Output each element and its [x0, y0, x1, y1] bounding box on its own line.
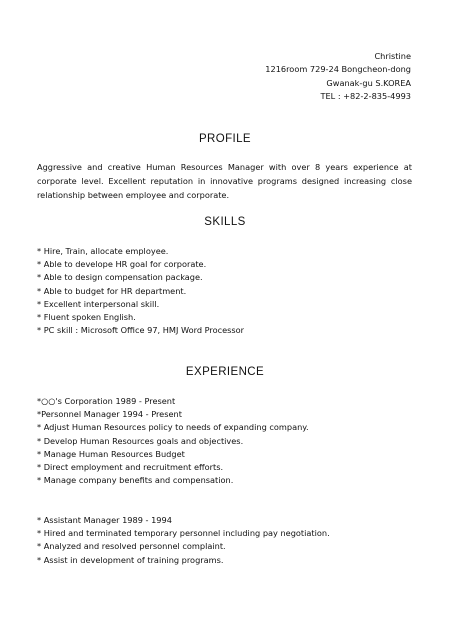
- skill-item: * Excellent interpersonal skill.: [37, 298, 160, 309]
- experience-list-primary: [37, 395, 309, 487]
- experience-list-secondary: [37, 514, 330, 567]
- skill-item: * Fluent spoken English.: [37, 312, 136, 323]
- skill-item: * Able to budget for HR department.: [37, 285, 187, 296]
- experience-heading: EXPERIENCE: [185, 366, 265, 378]
- experience-item: * Analyzed and resolved personnel complaint.: [37, 541, 226, 552]
- contact-address-line2: Gwanak-gu S.KOREA: [326, 77, 411, 88]
- skills-list: [37, 245, 244, 337]
- experience-item: *○○'s Corporation 1989 - Present: [37, 396, 176, 406]
- skills-heading: SKILLS: [204, 216, 246, 228]
- contact-address-line1: 1216room 729-24 Bongcheon-dong: [265, 64, 411, 75]
- experience-item: * Direct employment and recruitment efforts.: [37, 462, 224, 473]
- experience-item: * Assist in development of training programs.: [37, 554, 224, 565]
- contact-name: Christine: [374, 51, 411, 61]
- contact-block: [265, 50, 411, 103]
- experience-item: *Personnel Manager 1994 - Present: [37, 409, 182, 420]
- skill-item: * Hire, Train, allocate employee.: [37, 246, 169, 256]
- contact-phone: TEL : +82-2-835-4993: [320, 90, 411, 101]
- experience-item: * Develop Human Resources goals and objectives.: [37, 435, 244, 446]
- profile-heading: PROFILE: [198, 133, 251, 145]
- experience-item: * Manage Human Resources Budget: [37, 448, 185, 459]
- skill-item: * Able to design compensation package.: [37, 272, 203, 283]
- experience-item: * Manage company benefits and compensation.: [37, 475, 234, 486]
- skill-item: * PC skill : Microsoft Office 97, HMJ Word Processor: [37, 325, 245, 336]
- experience-item: * Assistant Manager 1989 - 1994: [37, 515, 172, 525]
- experience-item: * Hired and terminated temporary personnel including pay negotiation.: [37, 528, 330, 539]
- profile-text: Aggressive and creative Human Resources Manager with over 8 years experience at corporate level. Excellent reputation in innovative programs designed increasing close relationship between employee and corporate.: [37, 162, 412, 200]
- experience-item: * Adjust Human Resources policy to needs of expanding company.: [37, 422, 309, 433]
- skill-item: * Able to develope HR goal for corporate.: [37, 259, 207, 270]
